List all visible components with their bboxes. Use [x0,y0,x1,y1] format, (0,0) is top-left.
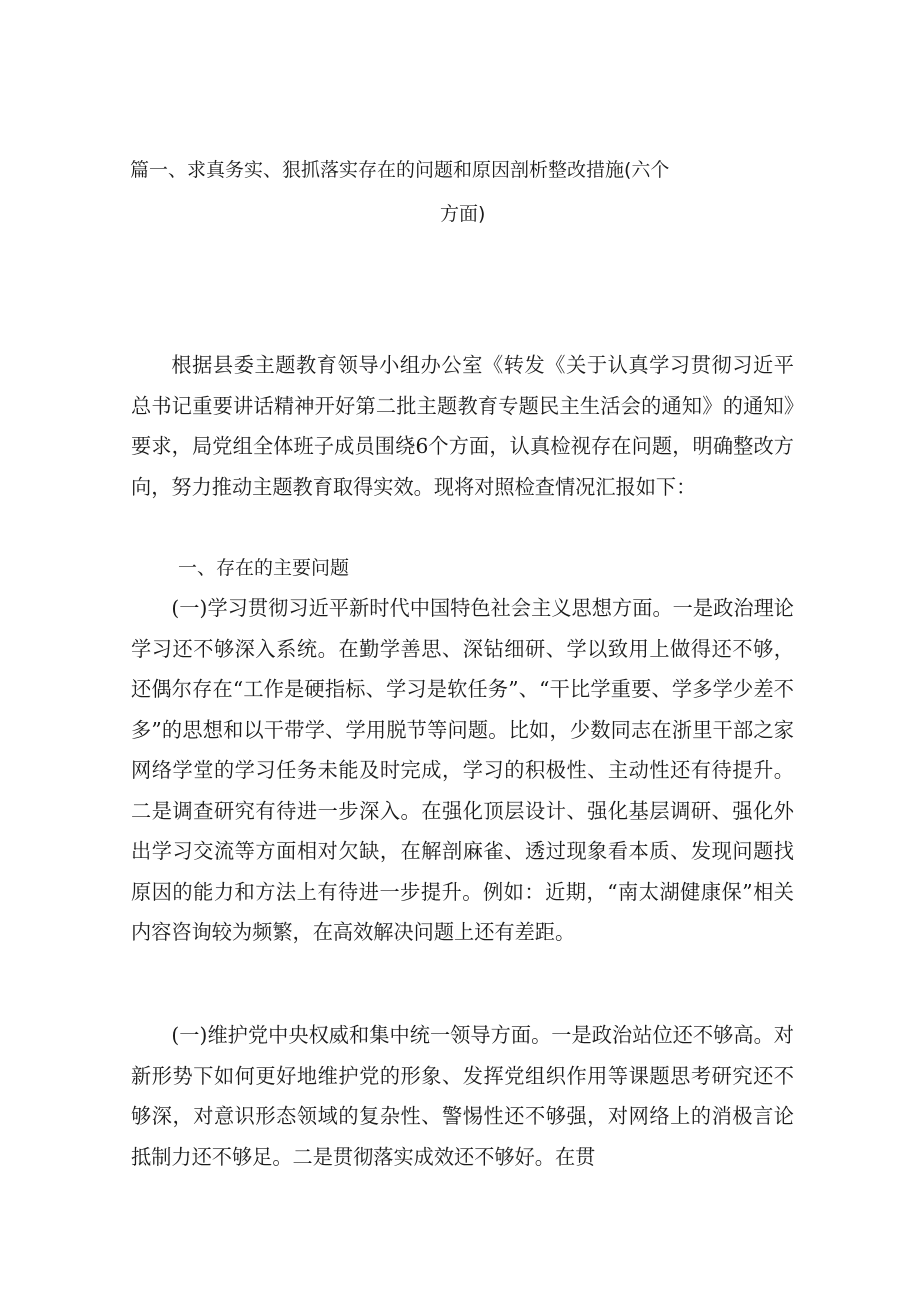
body-paragraph: (一)学习贯彻习近平新时代中国特色社会主义思想方面。一是政治理论学习还不够深入系统。在勤学善思、深钻细研、学以致用上做得还不够，还偶尔存在“工作是硬指标、学习是软任务”、“干比学重要、学多学少差不多”的思想和以干带学、学用脱节等问题。比如，少数同志在浙里干部之家网络学堂的学习任务未能及时完成，学习的积极性、主动性还有待提升。二是调查研究有待进一步深入。在强化顶层设计、强化基层调研、强化外出学习交流等方面相对欠缺，在解剖麻雀、透过现象看本质、发现问题找原因的能力和方法上有待进一步提升。例如：近期，“南太湖健康保”相关内容咨询较为频繁，在高效解决问题上还有差距。 [131,596,794,944]
intro-paragraph: 根据县委主题教育领导小组办公室《转发《关于认真学习贯彻习近平总书记重要讲话精神开好第二批主题教育专题民主生活会的通知》的通知》要求，局党组全体班子成员围绕6个方面，认真检视存在问题，明确整改方向，努力推动主题教育取得实效。现将对照检查情况汇报如下： [131,353,794,499]
section-heading: 一、存在的主要问题 [178,557,350,579]
document-title-line-2: 方面) [440,203,486,225]
document-title-line-1: 篇一、求真务实、狠抓落实存在的问题和原因剖析整改措施(六个 [130,159,670,181]
body-paragraph: (一)维护党中央权威和集中统一领导方面。一是政治站位还不够高。对新形势下如何更好地维护党的形象、发挥党组织作用等课题思考研究还不够深，对意识形态领域的复杂性、警惕性还不够强，对网络上的消极言论抵制力还不够足。二是贯彻落实成效还不够好。在贯 [131,1023,794,1169]
